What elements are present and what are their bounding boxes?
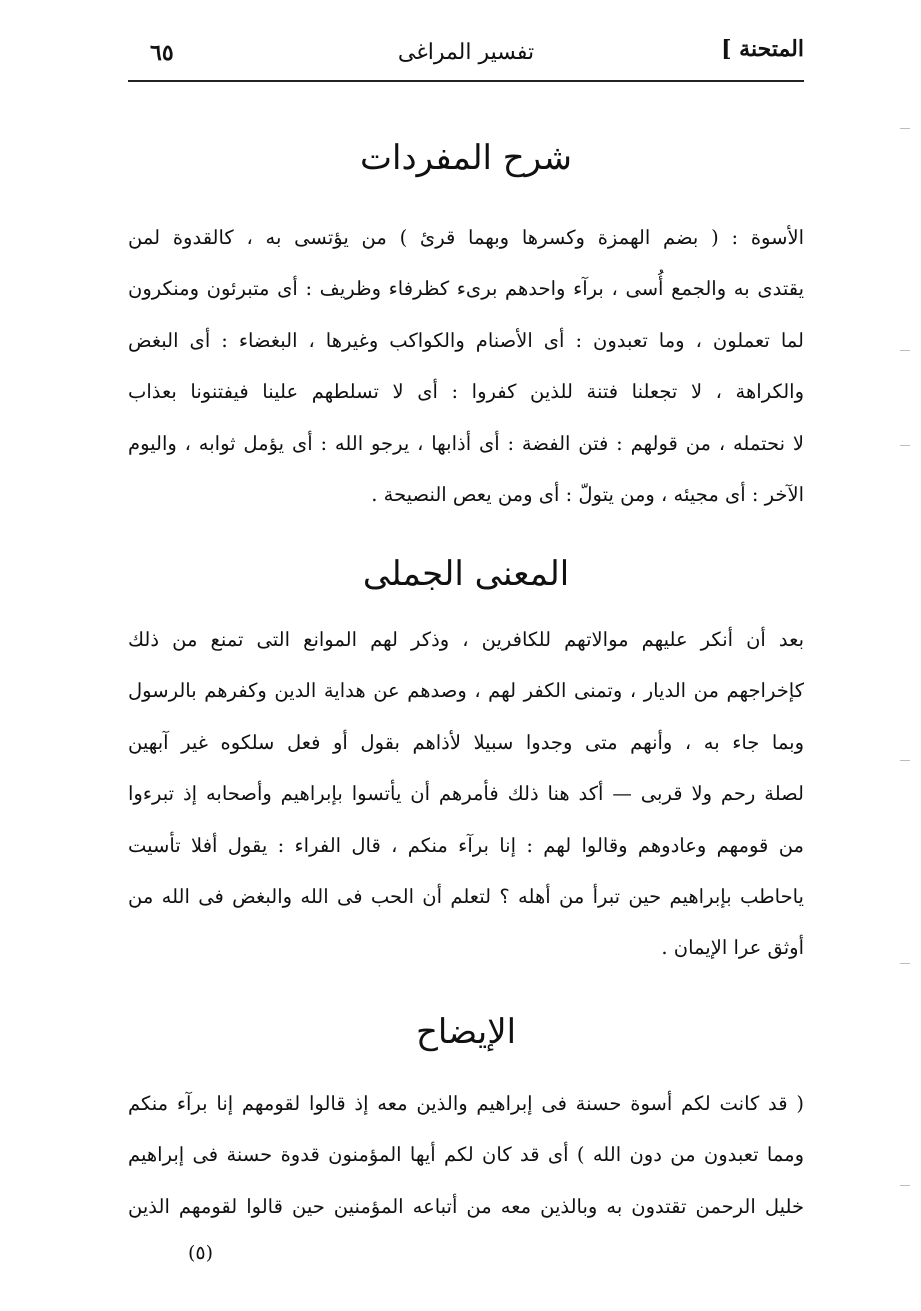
margin-dash: [900, 128, 910, 129]
vocab-line: لا نحتمله ، من قولهم : فتن الفضة : أى أذابها ، يرجو الله : أى يؤمل ثوابه ، واليوم: [128, 431, 804, 455]
margin-dash: [900, 350, 910, 351]
summary-line: كإخراجهم من الديار ، وتمنى الكفر لهم ، وصدهم عن هداية الدين وكفرهم بالرسول: [128, 679, 804, 703]
header-rule: [128, 80, 804, 82]
summary-line: أوثق عرا الإيمان .: [661, 936, 804, 960]
vocab-paragraph: [128, 212, 804, 520]
margin-dash: [900, 445, 910, 446]
vocab-line: الآخر : أى مجيئه ، ومن يتولّ : أى ومن يعص النصيحة .: [371, 483, 804, 507]
margin-dash: [900, 1185, 910, 1186]
section-name: المتحنة ]: [721, 36, 804, 62]
explanation-line: ( قد كانت لكم أسوة حسنة فى إبراهيم والذين معه إذ قالوا لقومهم إنا برآء منكم: [128, 1092, 804, 1115]
vocab-line: يقتدى به والجمع أُسى ، برآء واحدهم برىء كظرفاء وظريف : أى متبرئون ومنكرون: [128, 277, 804, 301]
signature-mark: (٥): [188, 1242, 214, 1264]
explanation-paragraph: [128, 1078, 804, 1232]
page-header: [128, 30, 804, 82]
vocab-heading: شرح المفردات: [359, 138, 573, 178]
summary-line: وبما جاء به ، وأنهم متى وجدوا سبيلا لأذاهم بقول أو فعل سلكوه غير آبهين: [128, 730, 804, 754]
summary-line: بعد أن أنكر عليهم موالاتهم للكافرين ، وذكر لهم الموانع التى تمنع من ذلك: [128, 628, 804, 651]
explanation-heading: الإيضاح: [415, 1012, 517, 1052]
page-number: ٦٥: [150, 40, 174, 66]
vocab-line: والكراهة ، لا تجعلنا فتنة للذين كفروا : أى لا تسلطهم علينا فيفتنونا بعذاب: [128, 380, 804, 404]
summary-heading: المعنى الجملى: [362, 554, 570, 594]
explanation-line: ومما تعبدون من دون الله ) أى قد كان لكم أيها المؤمنون قدوة حسنة فى إبراهيم: [128, 1143, 804, 1167]
summary-paragraph: [128, 614, 804, 974]
margin-dash: [900, 963, 910, 964]
margin-dash: [900, 760, 910, 761]
summary-line: لصلة رحم ولا قربى — أكد هنا ذلك فأمرهم أن يأتسوا بإبراهيم وأصحابه إذ تبرءوا: [128, 782, 804, 806]
vocab-line: لما تعملون ، وما تعبدون : أى الأصنام والكواكب وغيرها ، البغضاء : أى البغض: [128, 328, 804, 352]
explanation-line: خليل الرحمن تقتدون به وبالذين معه من أتباعه المؤمنين حين قالوا لقومهم الذين: [128, 1194, 804, 1218]
summary-line: من قومهم وعادوهم وقالوا لهم : إنا برآء منكم ، قال الفراء : يقول أفلا تأسيت: [128, 833, 804, 857]
running-title: تفسير المراغى: [397, 40, 535, 65]
vocab-line: الأسوة : ( بضم الهمزة وكسرها وبهما قرئ ) من يؤتسى به ، كالقدوة لمن: [128, 226, 804, 249]
summary-line: ياحاطب بإبراهيم حين تبرأ من أهله ؟ لتعلم أن الحب فى الله والبغض فى الله من: [128, 885, 804, 909]
